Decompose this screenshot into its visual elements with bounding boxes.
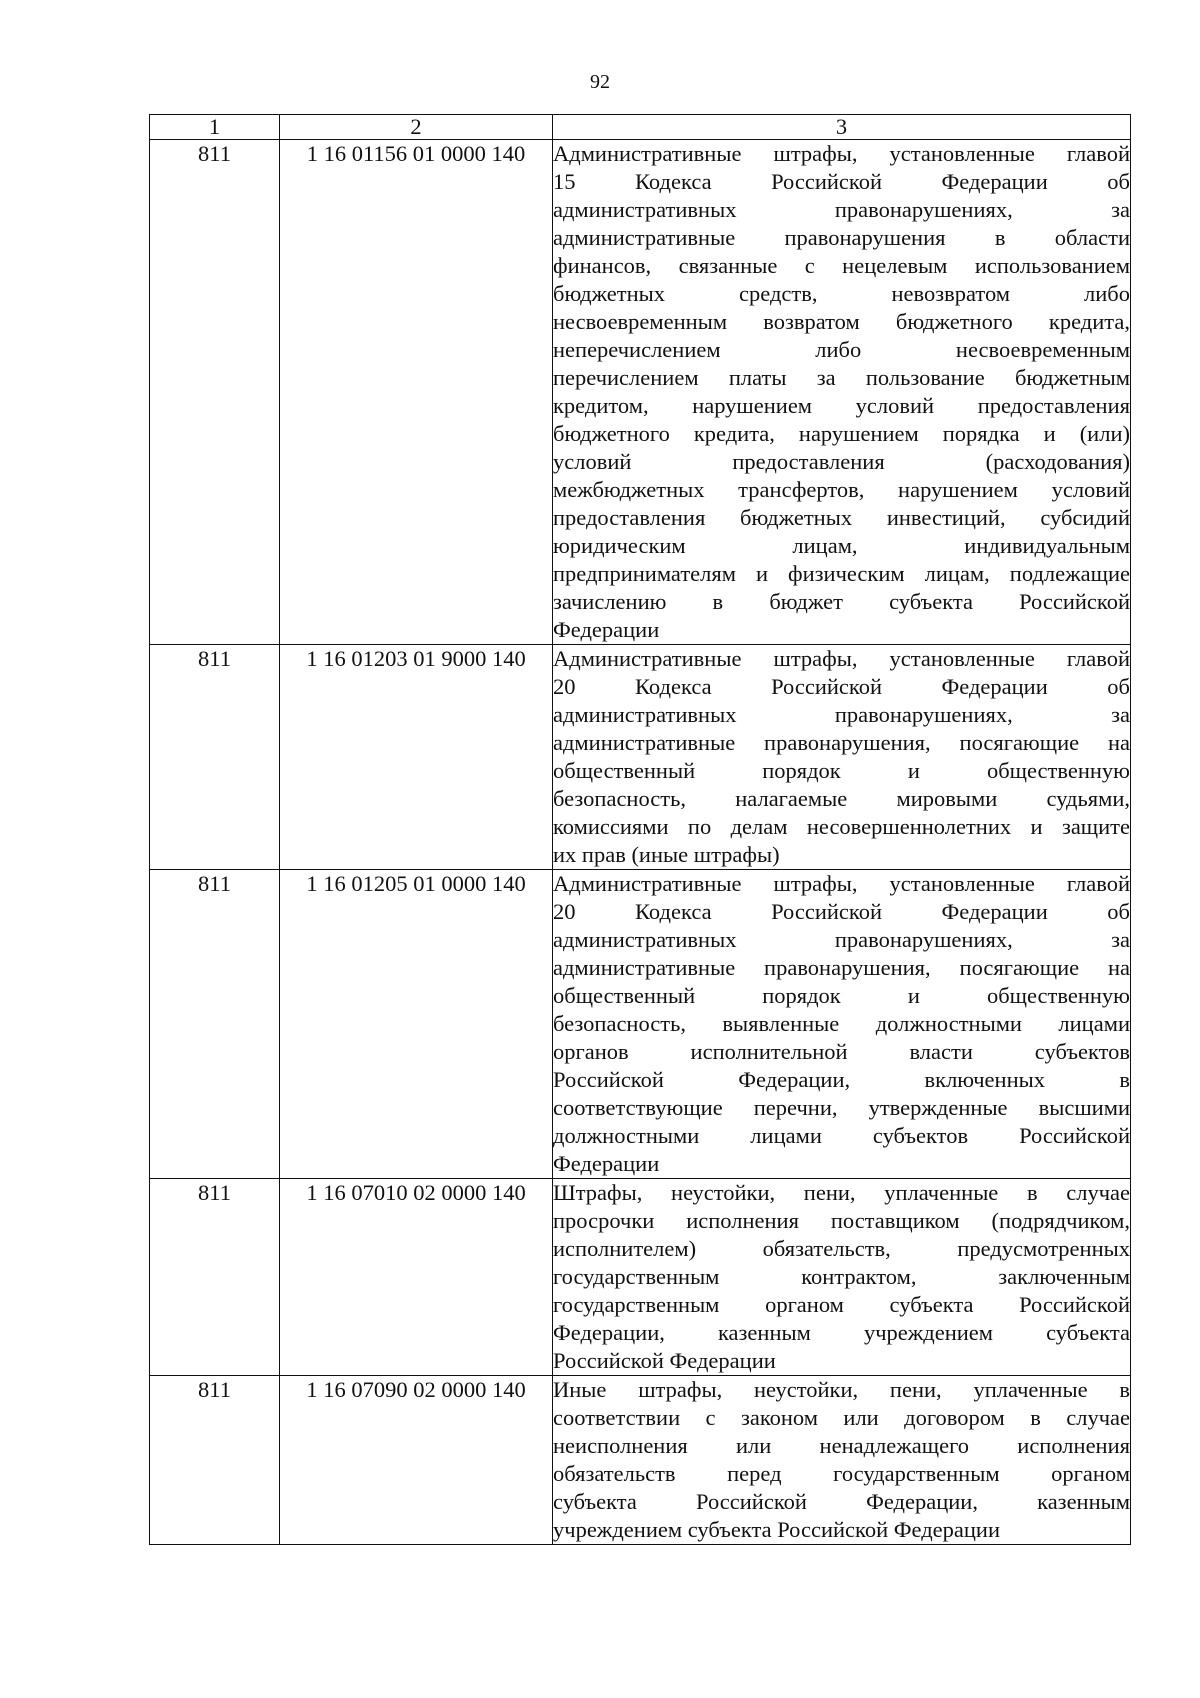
description-cell [553, 870, 1131, 1179]
description-line: Административные штрафы, установленные главой [553, 141, 1130, 166]
description-line: административные правонарушения, посягающие на [553, 955, 1130, 980]
description-line: Штрафы, неустойки, пени, уплаченные в случае [553, 1180, 1130, 1205]
revenue-code-cell: 1 16 01156 01 0000 140 [280, 140, 553, 645]
description-cell [553, 1376, 1131, 1545]
description-line: Федерации [553, 617, 660, 642]
description-line: Административные штрафы, установленные главой [553, 871, 1130, 896]
description-line: условий предоставления (расходования) [553, 449, 1130, 474]
description-line: кредитом, нарушением условий предоставления [553, 393, 1130, 418]
description-line: субъекта Российской Федерации, казенным [553, 1489, 1130, 1514]
table-row [150, 870, 1131, 1179]
description-line: соответствии с законом или договором в случае [553, 1405, 1130, 1430]
description-line: Федерации, казенным учреждением субъекта [553, 1320, 1130, 1345]
description-line: просрочки исполнения поставщиком (подрядчиком, [553, 1208, 1130, 1233]
description-line: несвоевременным возвратом бюджетного кредита, [553, 309, 1130, 334]
page-number: 92 [590, 71, 610, 93]
description-line: должностными лицами субъектов Российской [553, 1123, 1130, 1148]
description-line: комиссиями по делам несовершеннолетних и защите [553, 814, 1130, 839]
description-line: Российской Федерации, включенных в [553, 1067, 1130, 1092]
description-line: административных правонарушениях, за [553, 702, 1130, 727]
column-header-1: 1 [150, 115, 280, 140]
description-line: предоставления бюджетных инвестиций, субсидий [553, 505, 1130, 530]
admin-code-cell: 811 [150, 870, 280, 1179]
revenue-code-cell: 1 16 01203 01 9000 140 [280, 645, 553, 870]
table-row [150, 645, 1131, 870]
description-line: 15 Кодекса Российской Федерации об [553, 169, 1130, 194]
description-line: Иные штрафы, неустойки, пени, уплаченные в [553, 1377, 1130, 1402]
description-cell [553, 140, 1131, 645]
revenue-codes-table [149, 114, 1131, 1545]
description-line: общественный порядок и общественную [553, 983, 1130, 1008]
description-line: межбюджетных трансфертов, нарушением условий [553, 477, 1130, 502]
table-header-row [150, 115, 1131, 140]
description-line: органов исполнительной власти субъектов [553, 1039, 1130, 1064]
description-line: безопасность, налагаемые мировыми судьями, [553, 786, 1130, 811]
column-header-3: 3 [553, 115, 1131, 140]
table-row [150, 140, 1131, 645]
column-header-2: 2 [280, 115, 553, 140]
revenue-code-cell: 1 16 01205 01 0000 140 [280, 870, 553, 1179]
admin-code-cell: 811 [150, 140, 280, 645]
table-row [150, 1179, 1131, 1376]
revenue-code-cell: 1 16 07090 02 0000 140 [280, 1376, 553, 1545]
description-cell [553, 645, 1131, 870]
description-line: соответствующие перечни, утвержденные высшими [553, 1095, 1130, 1120]
description-line: административные правонарушения, посягающие на [553, 730, 1130, 755]
description-line: перечислением платы за пользование бюджетным [553, 365, 1130, 390]
description-line: административные правонарушения в области [553, 225, 1130, 250]
description-line: их прав (иные штрафы) [553, 842, 780, 867]
description-line: Российской Федерации [553, 1348, 776, 1373]
description-line: учреждением субъекта Российской Федерации [553, 1517, 1000, 1542]
description-line: Федерации [553, 1151, 660, 1176]
description-line: безопасность, выявленные должностными лицами [553, 1011, 1130, 1036]
description-line: зачислению в бюджет субъекта Российской [553, 589, 1130, 614]
description-line: неперечислением либо несвоевременным [553, 337, 1130, 362]
description-line: административных правонарушениях, за [553, 927, 1130, 952]
description-line: Административные штрафы, установленные главой [553, 646, 1130, 671]
description-line: государственным контрактом, заключенным [553, 1264, 1130, 1289]
description-line: финансов, связанные с нецелевым использованием [553, 253, 1130, 278]
description-line: исполнителем) обязательств, предусмотренных [553, 1236, 1130, 1261]
description-line: неисполнения или ненадлежащего исполнения [553, 1433, 1130, 1458]
table-row [150, 1376, 1131, 1545]
description-line: административных правонарушениях, за [553, 197, 1130, 222]
description-cell [553, 1179, 1131, 1376]
admin-code-cell: 811 [150, 645, 280, 870]
description-line: бюджетных средств, невозвратом либо [553, 281, 1130, 306]
description-line: 20 Кодекса Российской Федерации об [553, 674, 1130, 699]
revenue-code-cell: 1 16 07010 02 0000 140 [280, 1179, 553, 1376]
description-line: общественный порядок и общественную [553, 758, 1130, 783]
description-line: обязательств перед государственным органом [553, 1461, 1130, 1486]
admin-code-cell: 811 [150, 1376, 280, 1545]
description-line: предпринимателям и физическим лицам, подлежащие [553, 561, 1130, 586]
description-line: бюджетного кредита, нарушением порядка и (или) [553, 421, 1130, 446]
description-line: государственным органом субъекта Российской [553, 1292, 1130, 1317]
description-line: 20 Кодекса Российской Федерации об [553, 899, 1130, 924]
description-line: юридическим лицам, индивидуальным [553, 533, 1130, 558]
admin-code-cell: 811 [150, 1179, 280, 1376]
